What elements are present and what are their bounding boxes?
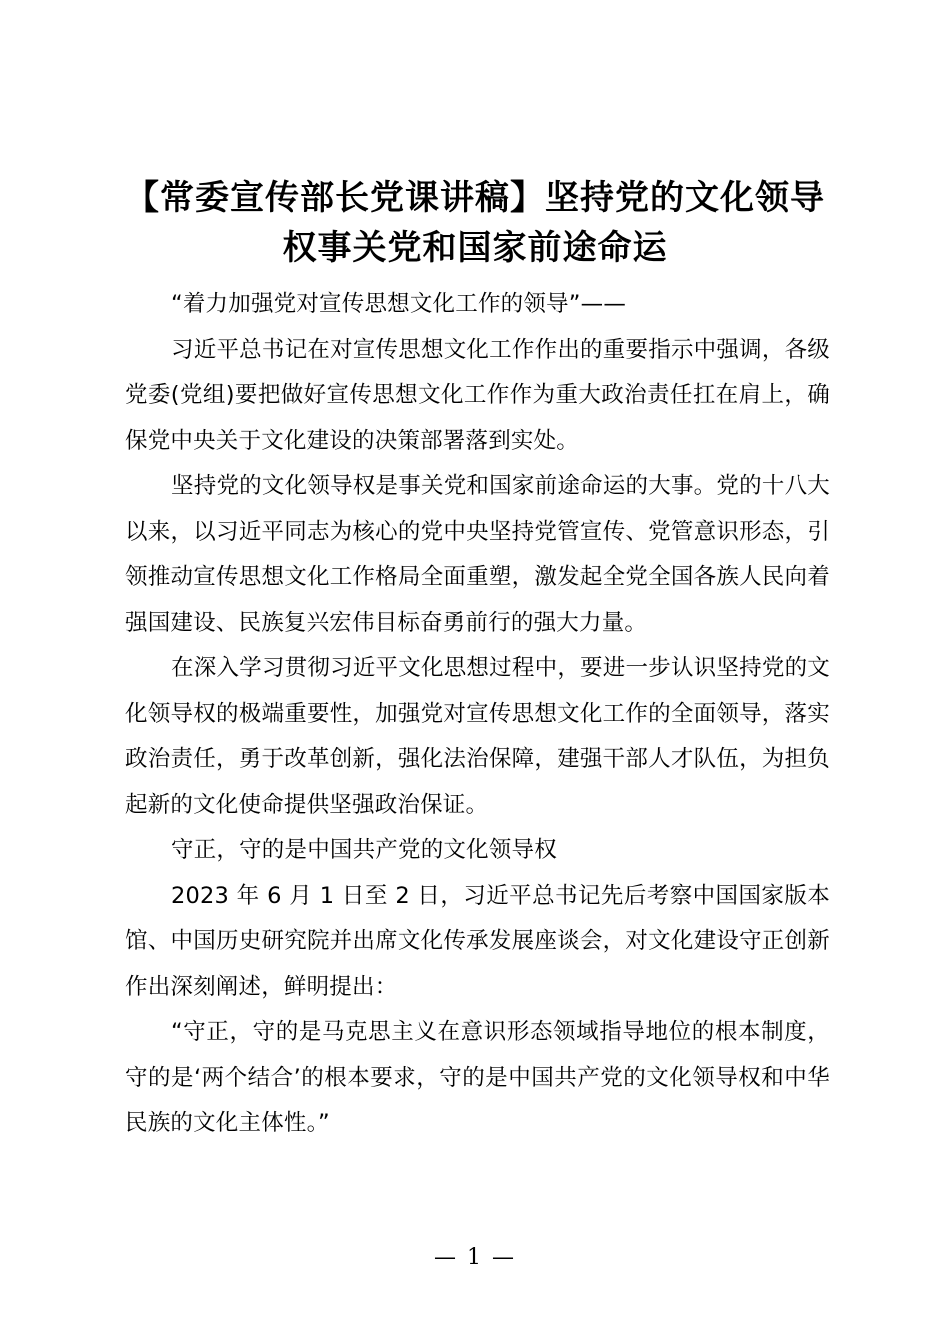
document-body	[125, 282, 830, 1147]
paragraph-subheading-quote: “着力加强党对宣传思想文化工作的领导”——	[171, 291, 627, 317]
paragraph-quote: “守正，守的是马克思主义在意识形态领域指导地位的根本制度，守的是‘两个结合’的根本要求，守的是中国共产党的文化领导权和中华民族的文化主体性。”	[125, 1019, 830, 1136]
paragraph-inspection: 2023 年 6 月 1 日至 2 日，习近平总书记先后考察中国国家版本馆、中国历史研究院并出席文化传承发展座谈会，对文化建设守正创新作出深刻阐述，鲜明提出：	[125, 882, 830, 1000]
paragraph-leadership: 坚持党的文化领导权是事关党和国家前途命运的大事。党的十八大以来，以习近平同志为核心的党中央坚持党管宣传、党管意识形态，引领推动宣传思想文化工作格局全面重塑，激发起全党全国各族人民向着强国建设、民族复兴宏伟目标奋勇前行的强大力量。	[125, 473, 830, 636]
paragraph-subheading-shouzheng: 守正，守的是中国共产党的文化领导权	[171, 837, 557, 863]
page-number: — 1 —	[434, 1245, 516, 1270]
document-title-line-2: 权事关党和国家前途命运	[282, 228, 668, 268]
paragraph-study: 在深入学习贯彻习近平文化思想过程中，要进一步认识坚持党的文化领导权的极端重要性，加强党对宣传思想文化工作的全面领导，落实政治责任，勇于改革创新，强化法治保障，建强干部人才队伍，为担负起新的文化使命提供坚强政治保证。	[125, 655, 830, 818]
paragraph-instruction: 习近平总书记在对宣传思想文化工作作出的重要指示中强调，各级党委(党组)要把做好宣传思想文化工作作为重大政治责任扛在肩上，确保党中央关于文化建设的决策部署落到实处。	[125, 336, 830, 454]
document-title-line-1: 【常委宣传部长党课讲稿】坚持党的文化领导	[125, 178, 825, 218]
